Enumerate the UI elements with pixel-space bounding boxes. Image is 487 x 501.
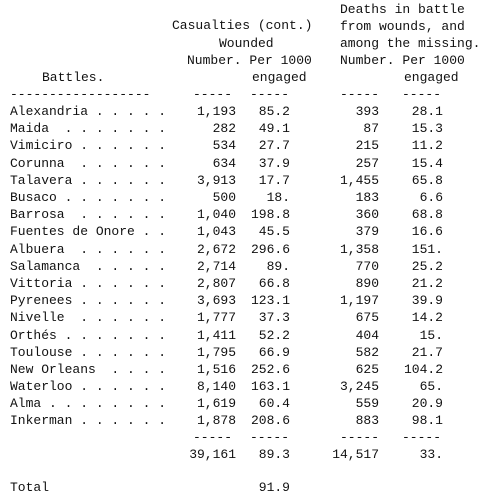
deaths-number: 360 [355, 207, 379, 222]
deaths-number: 1,197 [339, 293, 379, 308]
wounded-number: 1,040 [196, 207, 236, 222]
wounded-per-1000: 45.5 [258, 224, 290, 239]
wounded-number: 500 [212, 190, 236, 205]
deaths-per-1000: 21.7 [411, 345, 443, 360]
deaths-per-1000: 151. [411, 242, 443, 257]
wounded-per-1000: 37.3 [258, 310, 290, 325]
totals-rule-wounded-number: ----- [193, 430, 233, 445]
deaths-per-1000: 39.9 [411, 293, 443, 308]
deaths-number: 87 [363, 121, 379, 136]
battle-name: Busaco . . . . . . . [10, 190, 167, 205]
deaths-number: 183 [355, 190, 379, 205]
battle-name: Vimiciro . . . . . . [10, 138, 167, 153]
wounded-number: 2,672 [196, 242, 236, 257]
battle-name: New Orleans . . . . [10, 362, 167, 377]
deaths-number: 379 [355, 224, 379, 239]
header-rule-wounded-number: ----- [193, 87, 233, 102]
totals-rule-deaths-per: ----- [402, 430, 442, 445]
wounded-per-1000: 198.8 [250, 207, 290, 222]
wounded-number: 634 [212, 156, 236, 171]
battle-name: Nivelle . . . . . . [10, 310, 167, 325]
battle-name: Talavera . . . . . . [10, 173, 167, 188]
wounded-number: 1,043 [196, 224, 236, 239]
totals-rule-wounded-per: ----- [250, 430, 290, 445]
deaths-per-1000: 25.2 [411, 259, 443, 274]
deaths-number: 883 [355, 413, 379, 428]
battle-name: Pyrenees . . . . . . [10, 293, 167, 308]
wounded-per-1000: 85.2 [258, 104, 290, 119]
deaths-number: 559 [355, 396, 379, 411]
deaths-per-1000: 21.2 [411, 276, 443, 291]
deaths-per-1000: 15. [419, 328, 443, 343]
total-wounded-per-1000: 89.3 [258, 447, 290, 462]
deaths-number: 393 [355, 104, 379, 119]
wounded-heading: Wounded [219, 36, 274, 51]
deaths-per-1000: 65.8 [411, 173, 443, 188]
wounded-number: 2,807 [196, 276, 236, 291]
battle-name: Barrosa . . . . . . [10, 207, 167, 222]
deaths-engaged-heading: engaged [404, 70, 459, 85]
wounded-number: 1,777 [196, 310, 236, 325]
wounded-per-1000: 17.7 [258, 173, 290, 188]
deaths-per-1000: 28.1 [411, 104, 443, 119]
header-rule-deaths-number: ----- [340, 87, 380, 102]
wounded-per-1000: 66.9 [258, 345, 290, 360]
wounded-columns-heading: Number. Per 1000 [187, 53, 312, 68]
wounded-per-1000: 123.1 [250, 293, 290, 308]
deaths-number: 582 [355, 345, 379, 360]
deaths-per-1000: 6.6 [419, 190, 443, 205]
wounded-per-1000: 89. [266, 259, 290, 274]
battle-name: Toulouse . . . . . . [10, 345, 167, 360]
deaths-heading-line1: Deaths in battle [340, 2, 465, 17]
casualties-heading: Casualties (cont.) [172, 18, 313, 33]
deaths-number: 770 [355, 259, 379, 274]
wounded-per-1000: 27.7 [258, 138, 290, 153]
battle-name: Corunna . . . . . . [10, 156, 167, 171]
deaths-per-1000: 20.9 [411, 396, 443, 411]
deaths-heading-line2: from wounds, and [340, 19, 465, 34]
wounded-engaged-heading: engaged [252, 70, 307, 85]
deaths-per-1000: 104.2 [403, 362, 443, 377]
battle-name: Maida . . . . . . . [10, 121, 167, 136]
deaths-per-1000: 98.1 [411, 413, 443, 428]
wounded-per-1000: 208.6 [250, 413, 290, 428]
deaths-per-1000: 16.6 [411, 224, 443, 239]
deaths-number: 1,358 [339, 242, 379, 257]
wounded-number: 3,693 [196, 293, 236, 308]
battle-name: Waterloo . . . . . . [10, 379, 167, 394]
header-rule-name: ------------------ [10, 87, 151, 102]
deaths-heading-line3: among the missing. [340, 36, 481, 51]
wounded-number: 8,140 [196, 379, 236, 394]
deaths-number: 3,245 [339, 379, 379, 394]
wounded-per-1000: 66.8 [258, 276, 290, 291]
battle-name: Alma . . . . . . . . [10, 396, 167, 411]
wounded-per-1000: 163.1 [250, 379, 290, 394]
grand-total-label: Total [10, 480, 50, 495]
wounded-number: 3,913 [196, 173, 236, 188]
battle-name: Orthés . . . . . . . [10, 328, 167, 343]
deaths-per-1000: 15.4 [411, 156, 443, 171]
wounded-per-1000: 49.1 [258, 121, 290, 136]
wounded-per-1000: 60.4 [258, 396, 290, 411]
battle-name: Salamanca . . . . . [10, 259, 167, 274]
deaths-number: 1,455 [339, 173, 379, 188]
deaths-number: 215 [355, 138, 379, 153]
deaths-number: 890 [355, 276, 379, 291]
header-rule-deaths-per: ----- [402, 87, 442, 102]
deaths-per-1000: 14.2 [411, 310, 443, 325]
wounded-number: 2,714 [196, 259, 236, 274]
wounded-number: 1,193 [196, 104, 236, 119]
wounded-number: 282 [212, 121, 236, 136]
wounded-per-1000: 296.6 [250, 242, 290, 257]
deaths-per-1000: 65. [419, 379, 443, 394]
header-rule-wounded-per: ----- [250, 87, 290, 102]
total-wounded-number: 39,161 [189, 447, 236, 462]
deaths-per-1000: 11.2 [411, 138, 443, 153]
wounded-per-1000: 52.2 [258, 328, 290, 343]
wounded-number: 1,878 [196, 413, 236, 428]
battle-name: Vittoria . . . . . . [10, 276, 167, 291]
battle-name: Fuentes de Onore . . [10, 224, 167, 239]
wounded-number: 534 [212, 138, 236, 153]
wounded-number: 1,516 [196, 362, 236, 377]
battle-name: Inkerman . . . . . . [10, 413, 167, 428]
deaths-number: 625 [355, 362, 379, 377]
deaths-number: 675 [355, 310, 379, 325]
wounded-per-1000: 252.6 [250, 362, 290, 377]
deaths-number: 257 [355, 156, 379, 171]
wounded-number: 1,795 [196, 345, 236, 360]
wounded-number: 1,411 [196, 328, 236, 343]
battle-name: Alexandria . . . . . [10, 104, 167, 119]
wounded-per-1000: 37.9 [258, 156, 290, 171]
battle-name: Albuera . . . . . . [10, 242, 167, 257]
deaths-number: 404 [355, 328, 379, 343]
deaths-columns-heading: Number. Per 1000 [340, 53, 465, 68]
total-deaths-number: 14,517 [332, 447, 379, 462]
grand-total-value: 91.9 [258, 480, 290, 495]
wounded-per-1000: 18. [266, 190, 290, 205]
battles-heading: Battles. [42, 70, 105, 85]
total-deaths-per-1000: 33. [419, 447, 443, 462]
wounded-number: 1,619 [196, 396, 236, 411]
totals-rule-deaths-number: ----- [340, 430, 380, 445]
deaths-per-1000: 15.3 [411, 121, 443, 136]
deaths-per-1000: 68.8 [411, 207, 443, 222]
